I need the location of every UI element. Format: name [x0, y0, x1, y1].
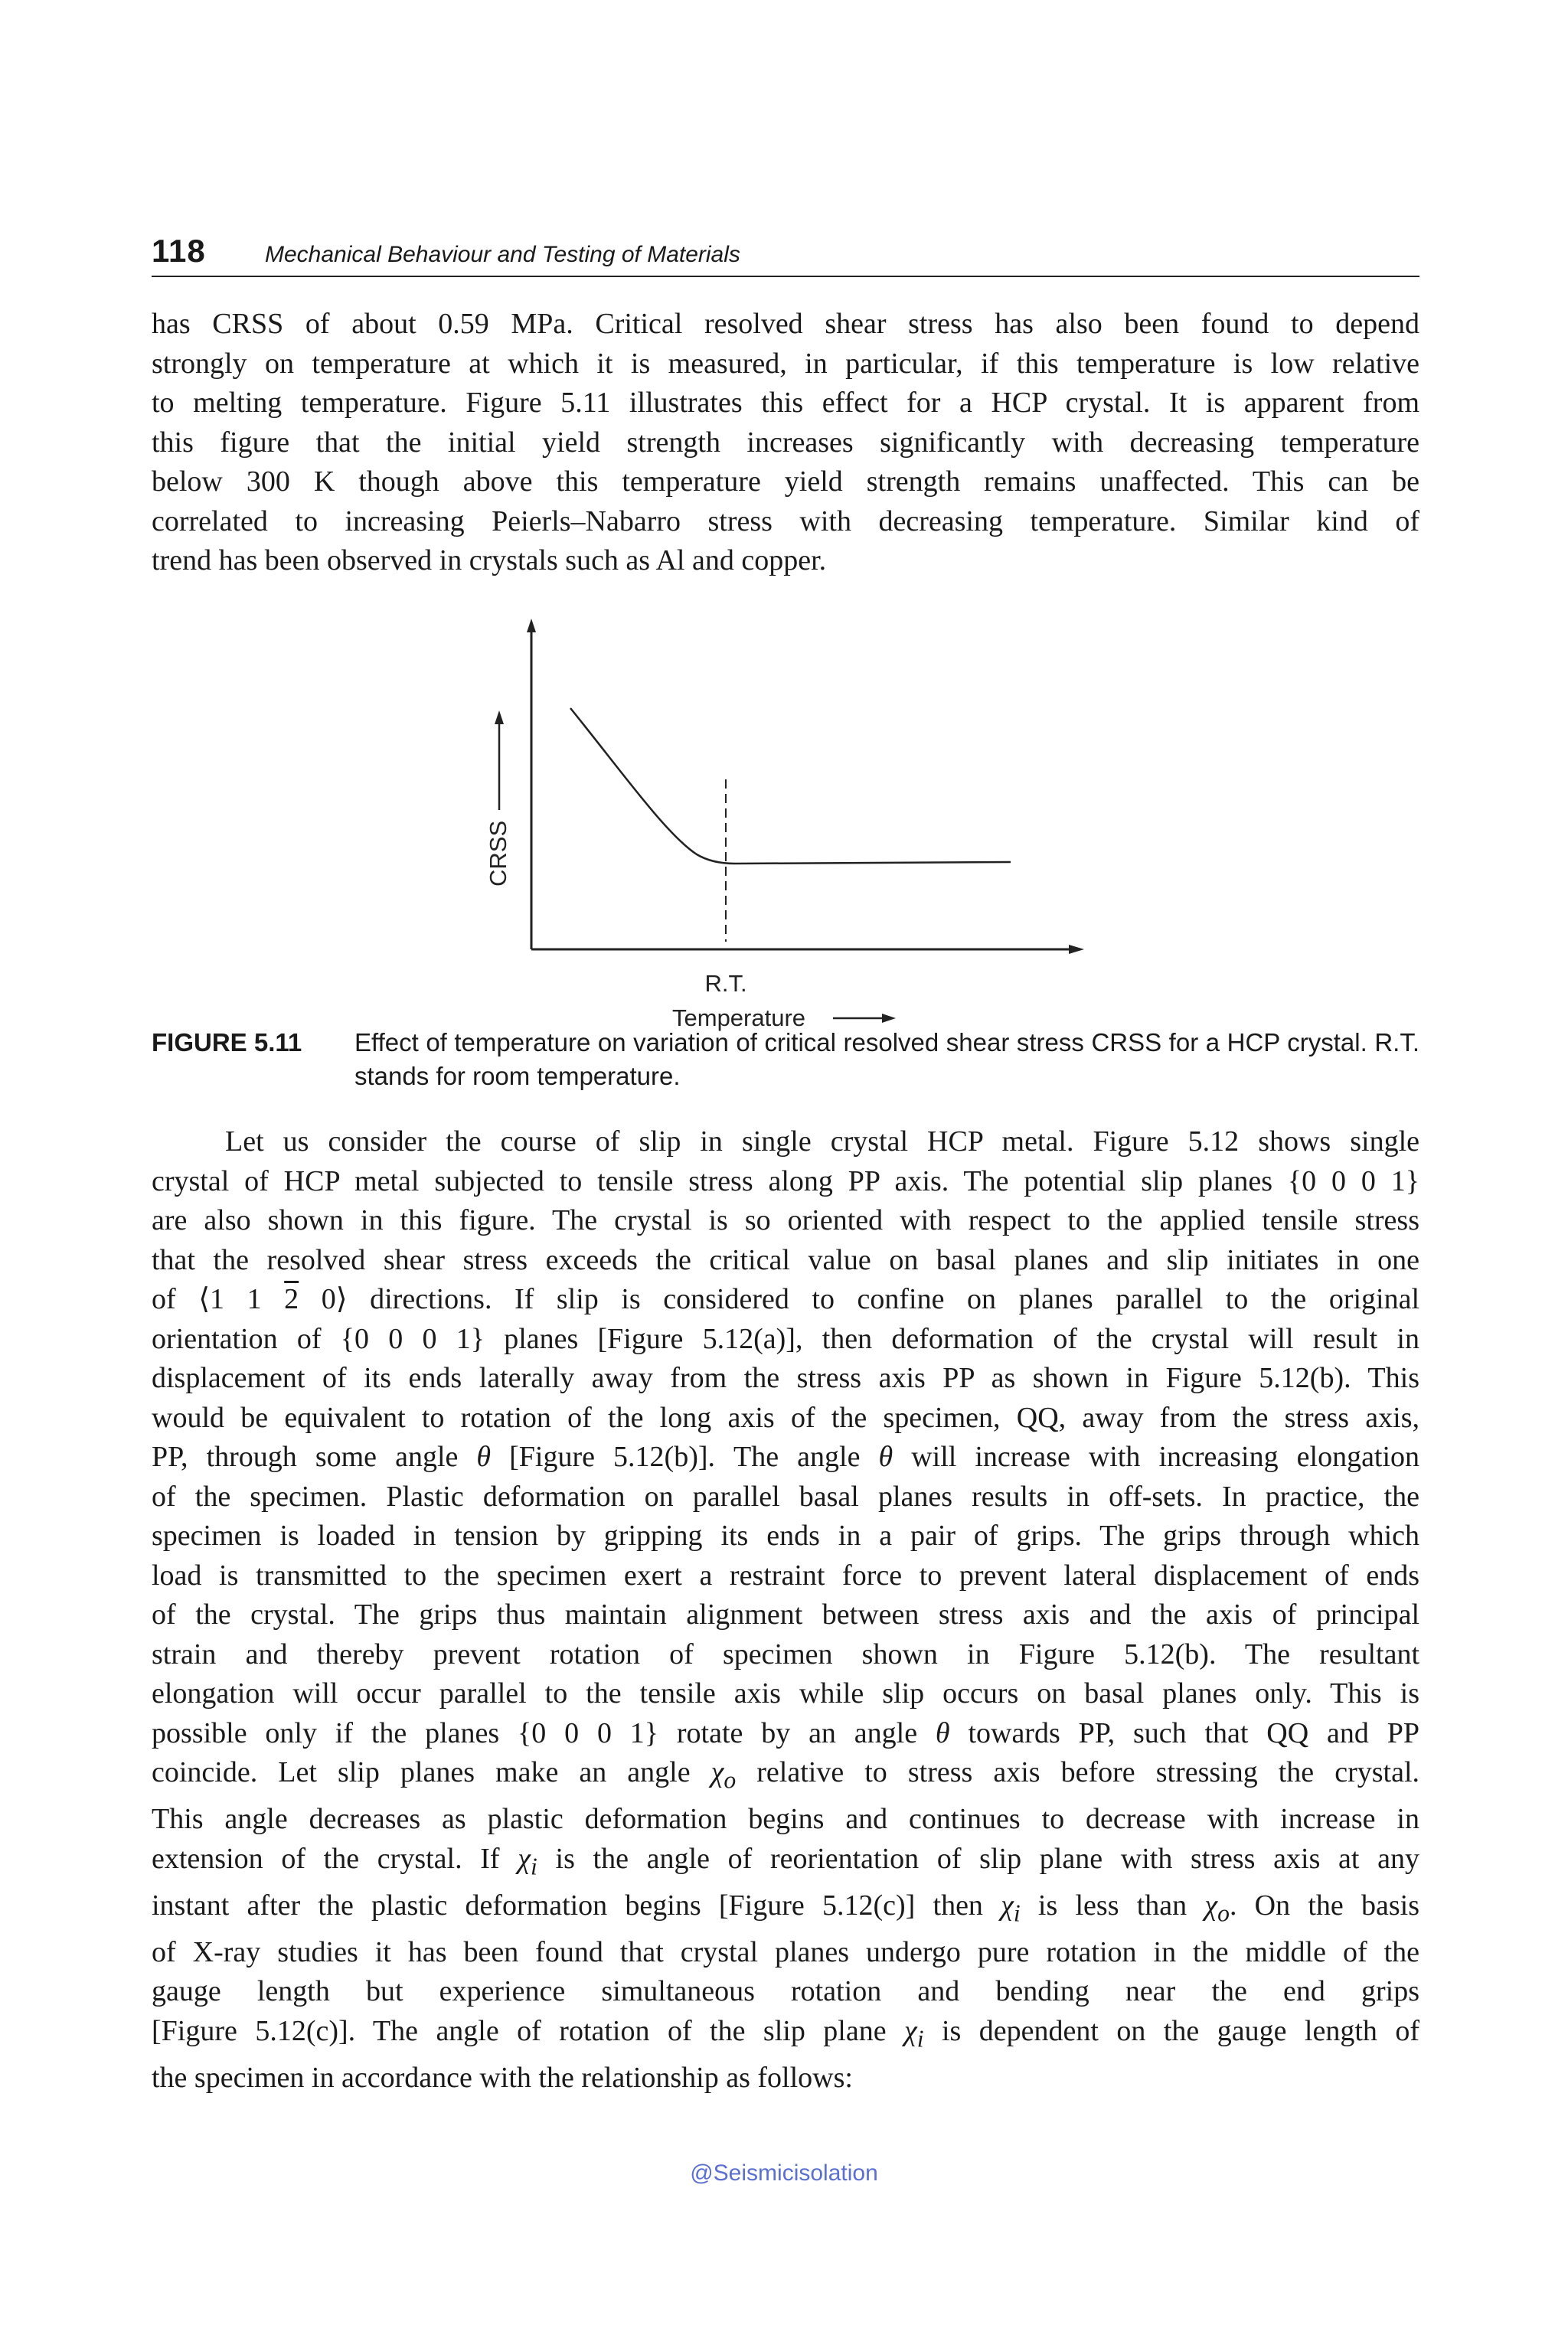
text-fragment: is dependent on the gauge length of — [942, 2014, 1420, 2047]
text-line — [152, 1886, 1419, 1933]
text-line — [152, 1714, 1419, 1754]
text-line: specimen is loaded in tension by gripping its ends in a pair of grips. The grips through which — [152, 1520, 1419, 1552]
text-line: This angle decreases as plastic deformation begins and continues to decrease with increase in — [152, 1803, 1419, 1836]
text-fragment: PP, through some angle — [152, 1441, 459, 1473]
text-line: of X-ray studies it has been found that crystal planes undergo pure rotation in the middle of the — [152, 1935, 1419, 1968]
text-line: this figure that the initial yield strength increases significantly with decreasing temperature — [152, 426, 1419, 459]
running-title: Mechanical Behaviour and Testing of Materials — [265, 242, 740, 267]
text-fragment: is the angle of reorientation of slip plane with stress axis at any — [555, 1842, 1420, 1875]
text-line: crystal of HCP metal subjected to tensile stress along PP axis. The potential slip planes {0 0 0 1} — [152, 1164, 1419, 1197]
text-fragment: ⟨1 1 — [198, 1283, 285, 1315]
y-label-arrowhead — [495, 710, 504, 724]
crss-curve — [570, 708, 1011, 864]
text-line: are also shown in this figure. The crystal is so oriented with respect to the applied tensile stress — [152, 1204, 1419, 1236]
caption-text: Effect of temperature on variation of critical resolved shear stress CRSS for a HCP crystal. R.T. stands for room temperature. — [354, 1028, 1419, 1090]
text-line — [152, 1840, 1419, 1886]
text-line: correlated to increasing Peierls–Nabarro stress with decreasing temperature. Similar kind of — [152, 505, 1419, 537]
text-line: of the specimen. Plastic deformation on parallel basal planes results in off-sets. In practice, the — [152, 1480, 1419, 1513]
theta-symbol: θ — [476, 1441, 492, 1473]
text-line: strain and thereby prevent rotation of specimen shown in Figure 5.12(b). The resultant — [152, 1638, 1419, 1670]
watermark: @Seismicisolation — [690, 2160, 878, 2186]
text-line: Let us consider the course of slip in single crystal HCP metal. Figure 5.12 shows single — [225, 1125, 1419, 1158]
text-fragment: [Figure 5.12(c)]. The angle of rotation of the slip plane — [152, 2014, 887, 2047]
chi-symbol: χ — [710, 1756, 724, 1788]
text-line — [152, 1753, 1419, 1800]
subscript: i — [1013, 1899, 1021, 1927]
text-fragment: instant after the plastic deformation begins [Figure 5.12(c)] then — [152, 1889, 983, 1922]
text-line: load is transmitted to the specimen exert a restraint force to prevent lateral displacement of ends — [152, 1559, 1419, 1592]
chi-symbol: χ — [1204, 1889, 1218, 1922]
text-fragment: 0⟩ — [299, 1283, 348, 1315]
theta-symbol: θ — [935, 1716, 950, 1749]
text-fragment: towards PP, such that QQ and PP — [968, 1716, 1420, 1749]
text-fragment: directions. If slip is considered to confine on planes parallel to the original — [370, 1283, 1420, 1315]
chi-symbol: χ — [1001, 1889, 1014, 1922]
paragraph-2 — [152, 1122, 1419, 2098]
caption-label: FIGURE 5.11 — [152, 1028, 302, 1056]
text-fragment: relative to stress axis before stressing the crystal. — [756, 1756, 1420, 1788]
paragraph-1 — [152, 305, 1419, 581]
text-line: below 300 K though above this temperature yield strength remains unaffected. This can be — [152, 465, 1419, 498]
direction-notation — [198, 1283, 347, 1315]
text-fragment: . On the basis — [1229, 1889, 1419, 1922]
chi-o-symbol — [1204, 1889, 1230, 1927]
text-fragment: coincide. Let slip planes make an angle — [152, 1756, 691, 1788]
chi-i-symbol — [904, 2014, 924, 2053]
x-axis-arrow — [1069, 945, 1084, 954]
text-line: that the resolved shear stress exceeds the critical value on basal planes and slip initiates in one — [152, 1243, 1419, 1276]
y-axis-label: CRSS — [485, 820, 511, 887]
page-header — [152, 230, 1419, 277]
text-fragment: extension of the crystal. If — [152, 1842, 500, 1875]
text-line — [152, 2012, 1419, 2059]
text-line: trend has been observed in crystals such as Al and copper. — [152, 544, 827, 576]
text-line: would be equivalent to rotation of the long axis of the specimen, QQ, away from the stress axis, — [152, 1401, 1419, 1434]
text-line: orientation of {0 0 0 1} planes [Figure 5.12(a)], then deformation of the crystal will result in — [152, 1322, 1419, 1355]
text-line — [152, 1280, 1419, 1320]
text-line — [152, 1438, 1419, 1478]
text-line: to melting temperature. Figure 5.11 illustrates this effect for a HCP crystal. It is apparent from — [152, 387, 1419, 419]
theta-symbol: θ — [878, 1441, 893, 1473]
overbar-digit: 2 — [284, 1283, 299, 1315]
y-axis-arrow — [527, 619, 536, 632]
text-line: has CRSS of about 0.59 MPa. Critical resolved shear stress has also been found to depend — [152, 308, 1419, 340]
subscript: o — [724, 1766, 737, 1794]
figure-crss-temperature — [444, 612, 1118, 1041]
text-line: the specimen in accordance with the relationship as follows: — [152, 2061, 853, 2094]
x-axis-label: Temperature — [672, 1004, 806, 1031]
text-line: displacement of its ends laterally away from the stress axis PP as shown in Figure 5.12(b). This — [152, 1362, 1419, 1394]
text-fragment: is less than — [1037, 1889, 1187, 1922]
chi-i-symbol — [1001, 1889, 1021, 1927]
text-line: of the crystal. The grips thus maintain alignment between stress axis and the axis of principal — [152, 1599, 1419, 1631]
text-fragment: of — [152, 1283, 176, 1315]
subscript: i — [531, 1853, 537, 1880]
page-number: 118 — [152, 233, 206, 269]
chi-symbol: χ — [904, 2014, 917, 2047]
text-fragment: [Figure 5.12(b)]. The angle — [509, 1441, 861, 1473]
x-label-arrowhead — [882, 1014, 896, 1023]
text-fragment: possible only if the planes {0 0 0 1} rotate by an angle — [152, 1716, 918, 1749]
subscript: i — [916, 2025, 924, 2053]
text-line: strongly on temperature at which it is measured, in particular, if this temperature is low relative — [152, 347, 1419, 380]
chi-symbol: χ — [518, 1842, 531, 1875]
rt-label: R.T. — [704, 970, 747, 997]
text-line: gauge length but experience simultaneous rotation and bending near the end grips — [152, 1975, 1419, 2008]
chi-i-symbol — [518, 1842, 537, 1880]
text-line: elongation will occur parallel to the tensile axis while slip occurs on basal planes only. This is — [152, 1677, 1419, 1710]
chi-o-symbol — [710, 1756, 737, 1794]
text-fragment: will increase with increasing elongation — [911, 1441, 1420, 1473]
subscript: o — [1217, 1899, 1230, 1927]
